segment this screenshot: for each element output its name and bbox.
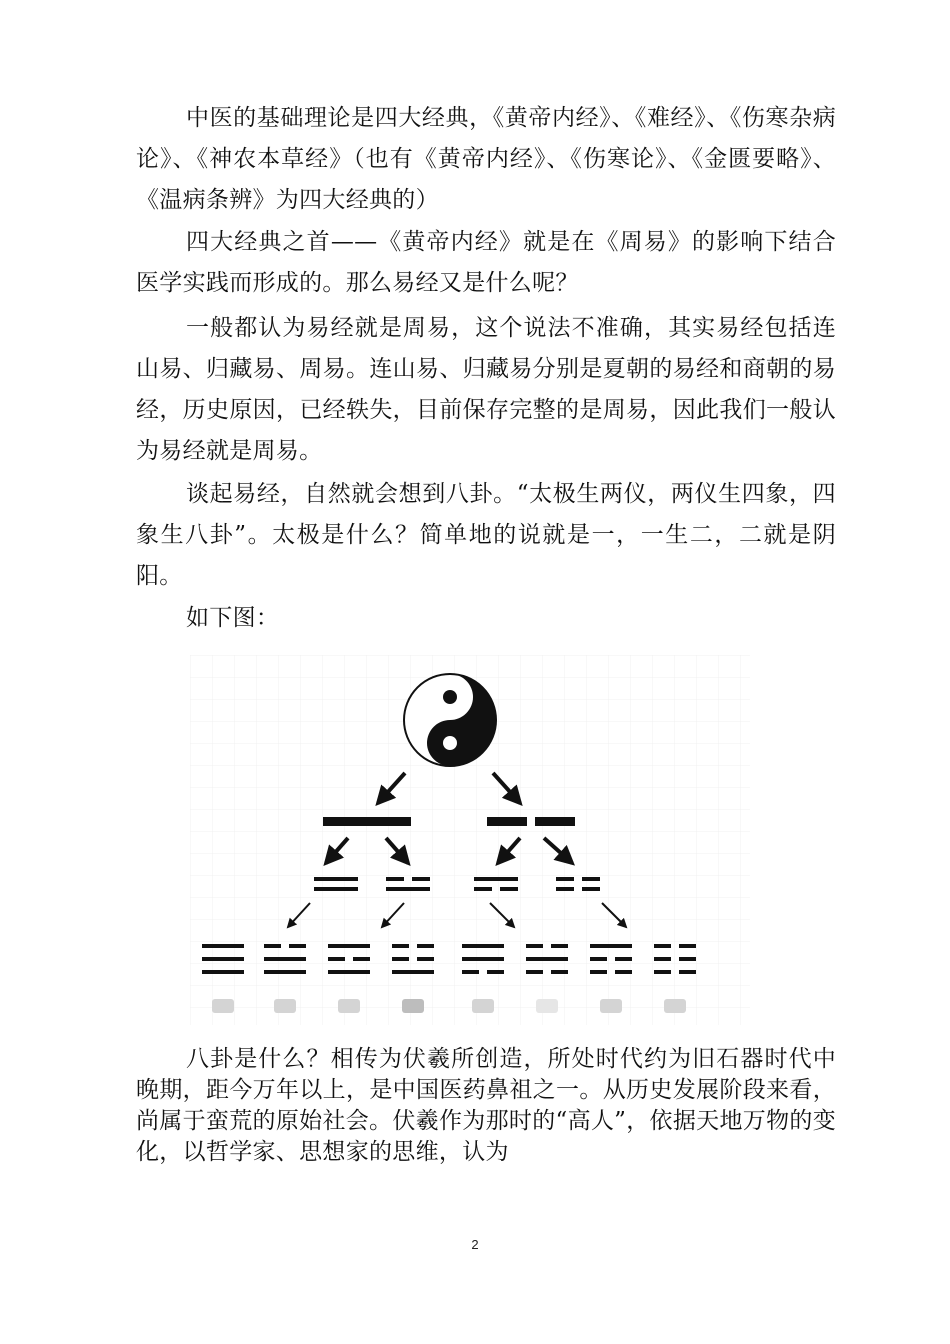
taiji-bagua-diagram (190, 655, 750, 1025)
paragraph-yijing-zhouyi: 一般都认为易经就是周易，这个说法不准确，其实易经包括连山易、归藏易、周易。连山易、归藏易分别是夏朝的易经和商朝的易经，历史原因，已经轶失，目前保存完整的是周易，因此我们一般认为易经就是周易。 (136, 315, 836, 464)
paragraph-bagua-taiji: 谈起易经，自然就会想到八卦。“太极生两仪，两仪生四象，四象生八卦”。太极是什么？简单地的说就是一，一生二，二就是阴阳。 (136, 481, 836, 589)
taiji-icon (404, 674, 496, 766)
yang-line (323, 817, 411, 826)
yin-line-right (535, 817, 575, 826)
paragraph-huangdi-neijing: 四大经典之首——《黄帝内经》就是在《周易》的影响下结合医学实践而形成的。那么易经又是什么呢？ (136, 229, 836, 296)
paragraph-four-classics: 中医的基础理论是四大经典，《黄帝内经》、《难经》、《伤寒杂病论》、《神农本草经》（也有《黄帝内经》、《伤寒论》、《金匮要略》、《温病条辨》为四大经典的） (136, 105, 836, 213)
paragraph-what-is-bagua: 八卦是什么？相传为伏羲所创造，所处时代约为旧石器时代中晚期，距今万年以上，是中国医药鼻祖之一。从历史发展阶段来看，尚属于蛮荒的原始社会。伏羲作为那时的“高人”，依据天地万物的变化，以哲学家、思想家的思维，认为 (136, 1046, 836, 1165)
yin-line-left (487, 817, 527, 826)
paragraph-as-shown-below: 如下图： (186, 605, 280, 631)
page-number: 2 (471, 1237, 479, 1252)
